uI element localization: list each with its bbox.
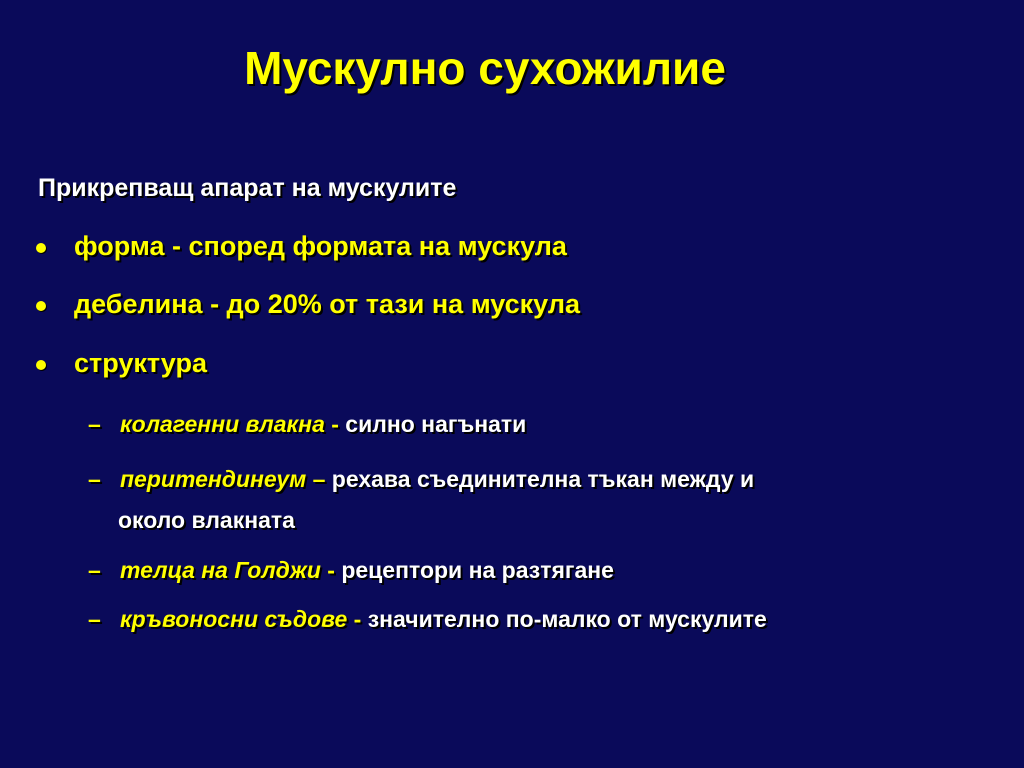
sub-item-term: телца на Голджи — [120, 557, 321, 583]
sub-item-description: рецептори на разтягане — [334, 557, 614, 583]
dash-marker: – — [88, 606, 101, 632]
bullet-dot-icon — [36, 301, 46, 311]
sub-item-separator: – — [306, 466, 326, 492]
slide-subtitle: Прикрепващ апарат на мускулите — [38, 174, 457, 202]
sub-item-body — [120, 459, 754, 499]
sub-item-body — [120, 550, 614, 590]
sub-item-continuation: около влакната — [118, 507, 295, 533]
sub-item-body — [120, 599, 767, 639]
dash-marker: – — [88, 411, 101, 437]
bullet-dot-icon — [36, 360, 46, 370]
dash-marker: – — [88, 466, 101, 492]
sub-item-separator: - — [347, 606, 362, 632]
sub-item-separator: - — [324, 411, 339, 437]
bullet-dot-icon — [36, 243, 46, 253]
sub-item-separator: - — [320, 557, 335, 583]
bullet-text: структура — [74, 348, 207, 378]
dash-marker: – — [88, 557, 101, 583]
slide-title: Мускулно сухожилие — [244, 42, 726, 94]
sub-item-description: силно нагънати — [338, 411, 527, 437]
bullet-text: форма - според формата на мускула — [74, 231, 567, 261]
sub-item-term: перитендинеум — [120, 466, 307, 492]
sub-item-description: рехава съединителна тъкан между и — [325, 466, 755, 492]
sub-item-term: колагенни влакна — [120, 411, 325, 437]
bullet-text: дебелина - до 20% от тази на мускула — [74, 289, 581, 319]
sub-item-term: кръвоносни съдове — [120, 606, 348, 632]
sub-item-description: значително по-малко от мускулите — [361, 606, 767, 632]
sub-item-body — [120, 404, 526, 444]
